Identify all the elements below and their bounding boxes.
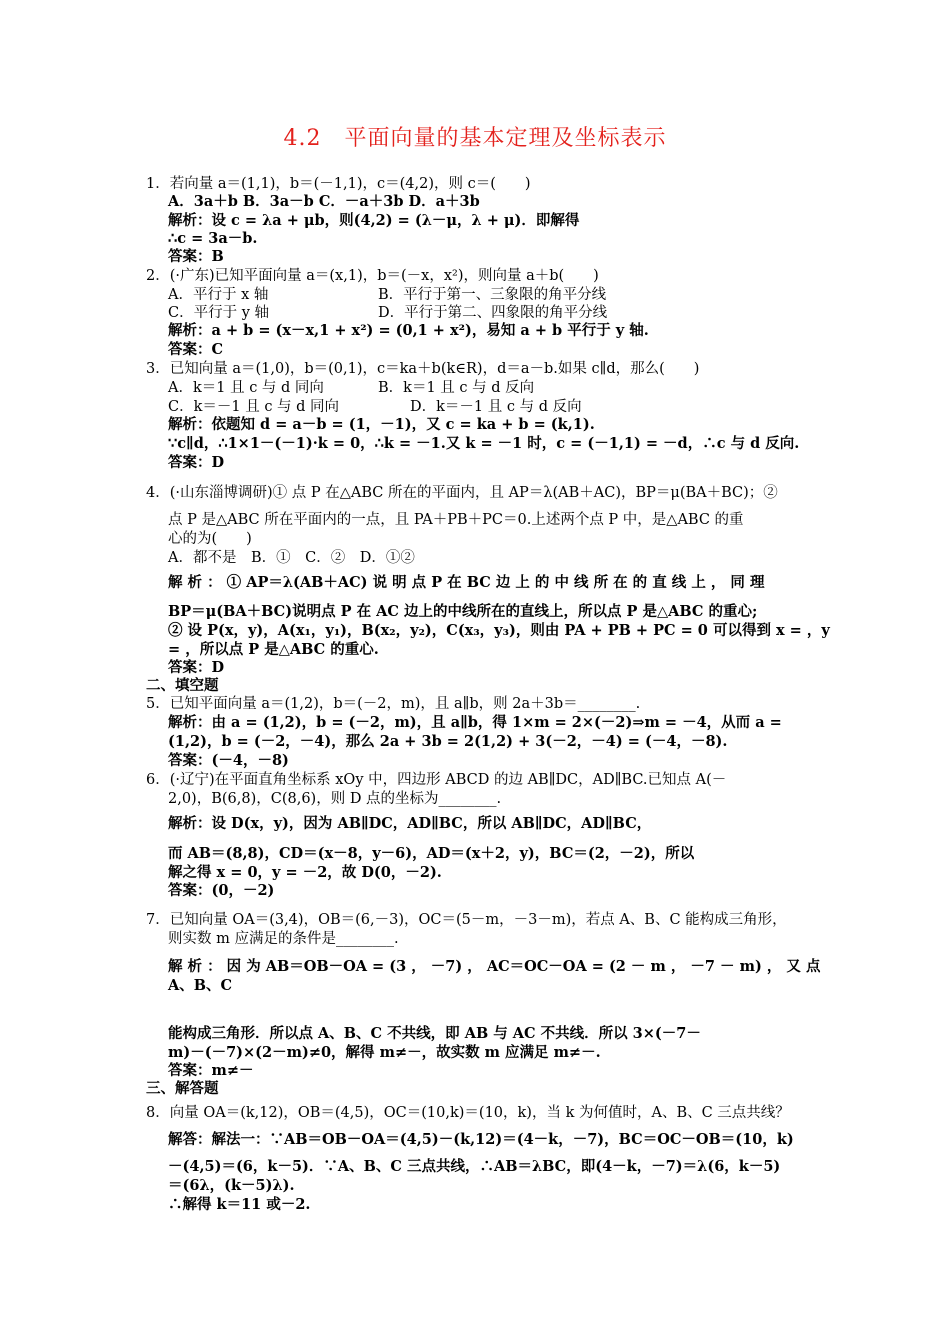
text-line: A．k＝1 且 c 与 d 同向 bbox=[168, 380, 324, 396]
text-line: BP＝μ(BA＋BC)说明点 P 在 AC 边上的中线所在的直线上，所以点 P 是△ABC 的重心; bbox=[168, 603, 758, 620]
text-line: 解 析 ： ① AP＝λ(AB＋AC) 说 明 点 P 在 BC 边 上 的 中 线 所 在 的 直 线 上 ， 同 理 bbox=[168, 574, 765, 591]
text-line: ② 设 P(x，y)，A(x₁，y₁)，B(x₂，y₂)，C(x₃，y₃)，则由 PA + PB + PC = 0 可以得到 x = ，y bbox=[168, 622, 830, 639]
text-line: 3．已知向量 a＝(1,0)，b＝(0,1)，c＝ka＋b(k∈R)，d＝a－b.如果 c∥d，那么( ) bbox=[146, 361, 700, 377]
text-line: 4．(·山东淄博调研)① 点 P 在△ABC 所在的平面内，且 AP＝λ(AB＋AC)，BP＝μ(BA＋BC)；② bbox=[146, 485, 778, 501]
text-line: C．k＝－1 且 c 与 d 同向 bbox=[168, 399, 340, 415]
text-line: 解析：由 a = (1,2)，b = (－2，m)，且 a∥b，得 1×m = 2×(－2)⇒m = －4，从而 a = bbox=[168, 714, 782, 731]
text-line: 能构成三角形．所以点 A、B、C 不共线，即 AB 与 AC 不共线．所以 3×(－7－ bbox=[168, 1025, 701, 1042]
text-line: D．k＝－1 且 c 与 d 反向 bbox=[410, 399, 582, 415]
text-line: B．k＝1 且 c 与 d 反向 bbox=[378, 380, 535, 396]
text-line: 8．向量 OA＝(k,12)，OB＝(4,5)，OC＝(10,k)＝(10，k)，当 k 为何值时，A、B、C 三点共线？ bbox=[146, 1105, 790, 1121]
text-line: = ，所以点 P 是△ABC 的重心. bbox=[168, 641, 379, 658]
text-line: 7．已知向量 OA＝(3,4)，OB＝(6,－3)，OC＝(5－m，－3－m)，若点 A、B、C 能构成三角形， bbox=[146, 912, 787, 928]
text-line: ∴c = 3a－b. bbox=[168, 230, 258, 247]
text-line: 解析：设 c = λa + μb，则(4,2) = (λ－μ，λ + μ)．即解得 bbox=[168, 212, 580, 229]
text-line: m)－(－7)×(2－m)≠0，解得 m≠－，故实数 m 应满足 m≠－. bbox=[168, 1044, 601, 1061]
text-line: 答案：B bbox=[168, 248, 224, 265]
text-line: －(4,5)＝(6，k－5)．∵A、B、C 三点共线，∴AB＝λBC，即(4－k，－7)＝λ(6，k－5) bbox=[168, 1158, 781, 1175]
text-line: 答案：(0，－2) bbox=[168, 882, 275, 899]
text-line: 答案：(－4，－8) bbox=[168, 752, 289, 769]
text-line: 解 析 ： 因 为 AB＝OB－OA = (3 ， －7) ， AC＝OC－OA = (2 － m ， －7 － m) ， 又 点 bbox=[168, 958, 821, 975]
text-line: C．平行于 y 轴 bbox=[168, 305, 270, 321]
text-line: 而 AB＝(8,8)，CD＝(x－8，y－6)，AD＝(x＋2，y)，BC＝(2，－2)，所以 bbox=[168, 845, 695, 862]
text-line: 二、填空题 bbox=[146, 677, 219, 694]
text-line: 1．若向量 a＝(1,1)，b＝(－1,1)，c＝(4,2)，则 c＝( ) bbox=[146, 176, 531, 192]
text-line: A．平行于 x 轴 bbox=[168, 287, 269, 303]
text-line: 2,0)，B(6,8)，C(8,6)，则 D 点的坐标为________. bbox=[168, 791, 502, 807]
text-line: 则实数 m 应满足的条件是________. bbox=[168, 931, 399, 947]
text-line: (1,2)，b = (－2，－4)，那么 2a + 3b = 2(1,2) + 3(－2，－4) = (－4，－8). bbox=[168, 733, 728, 750]
text-line: B．平行于第一、三象限的角平分线 bbox=[378, 287, 607, 303]
text-line: 6．(·辽宁)在平面直角坐标系 xOy 中，四边形 ABCD 的边 AB∥DC，AD∥BC.已知点 A(－ bbox=[146, 772, 727, 788]
text-line: 三、解答题 bbox=[146, 1080, 219, 1097]
text-line: 5．已知平面向量 a＝(1,2)，b＝(－2，m)，且 a∥b，则 2a＋3b＝________. bbox=[146, 696, 641, 712]
text-line: 答案：C bbox=[168, 341, 224, 358]
text-line: A、B、C bbox=[168, 977, 233, 994]
text-line: 解析：依题知 d = a－b = (1，－1)，又 c = ka + b = (k,1). bbox=[168, 416, 595, 433]
text-line: ＝(6λ，(k－5)λ). bbox=[168, 1177, 295, 1194]
text-line: 解析：a + b = (x－x,1 + x²) = (0,1 + x²)，易知 a + b 平行于 y 轴. bbox=[168, 322, 649, 339]
text-line: 答案：D bbox=[168, 659, 225, 676]
text-line: 2．(·广东)已知平面向量 a＝(x,1)，b＝(－x，x²)，则向量 a＋b( ) bbox=[146, 268, 599, 284]
text-line: 答案：m≠－ bbox=[168, 1062, 254, 1079]
text-line: 心的为( ) bbox=[168, 531, 252, 547]
text-line: 解析：设 D(x，y)，因为 AB∥DC，AD∥BC，所以 AB∥DC，AD∥BC， bbox=[168, 815, 652, 832]
text-line: A．3a＋b B．3a－b C．－a＋3b D．a＋3b bbox=[168, 193, 480, 210]
text-line: D．平行于第二、四象限的角平分线 bbox=[378, 305, 608, 321]
text-line: 解答：解法一：∵AB＝OB－OA＝(4,5)－(k,12)＝(4－k，－7)，BC＝OC－OB＝(10，k) bbox=[168, 1131, 794, 1148]
text-line: ∴解得 k＝11 或－2. bbox=[168, 1196, 311, 1213]
text-line: A．都不是 B．① C．② D．①② bbox=[168, 550, 415, 566]
text-line: 答案：D bbox=[168, 454, 225, 471]
page-title: 4.2 平面向量的基本定理及坐标表示 bbox=[283, 126, 667, 151]
text-line: 解之得 x = 0，y = －2，故 D(0，－2). bbox=[168, 864, 442, 881]
text-line: 点 P 是△ABC 所在平面内的一点，且 PA＋PB＋PC＝0.上述两个点 P 中，是△ABC 的重 bbox=[168, 512, 744, 528]
text-line: ∵c∥d，∴1×1－(－1)·k = 0，∴k = －1.又 k = －1 时，c = (－1,1) = －d，∴c 与 d 反向. bbox=[168, 435, 800, 452]
